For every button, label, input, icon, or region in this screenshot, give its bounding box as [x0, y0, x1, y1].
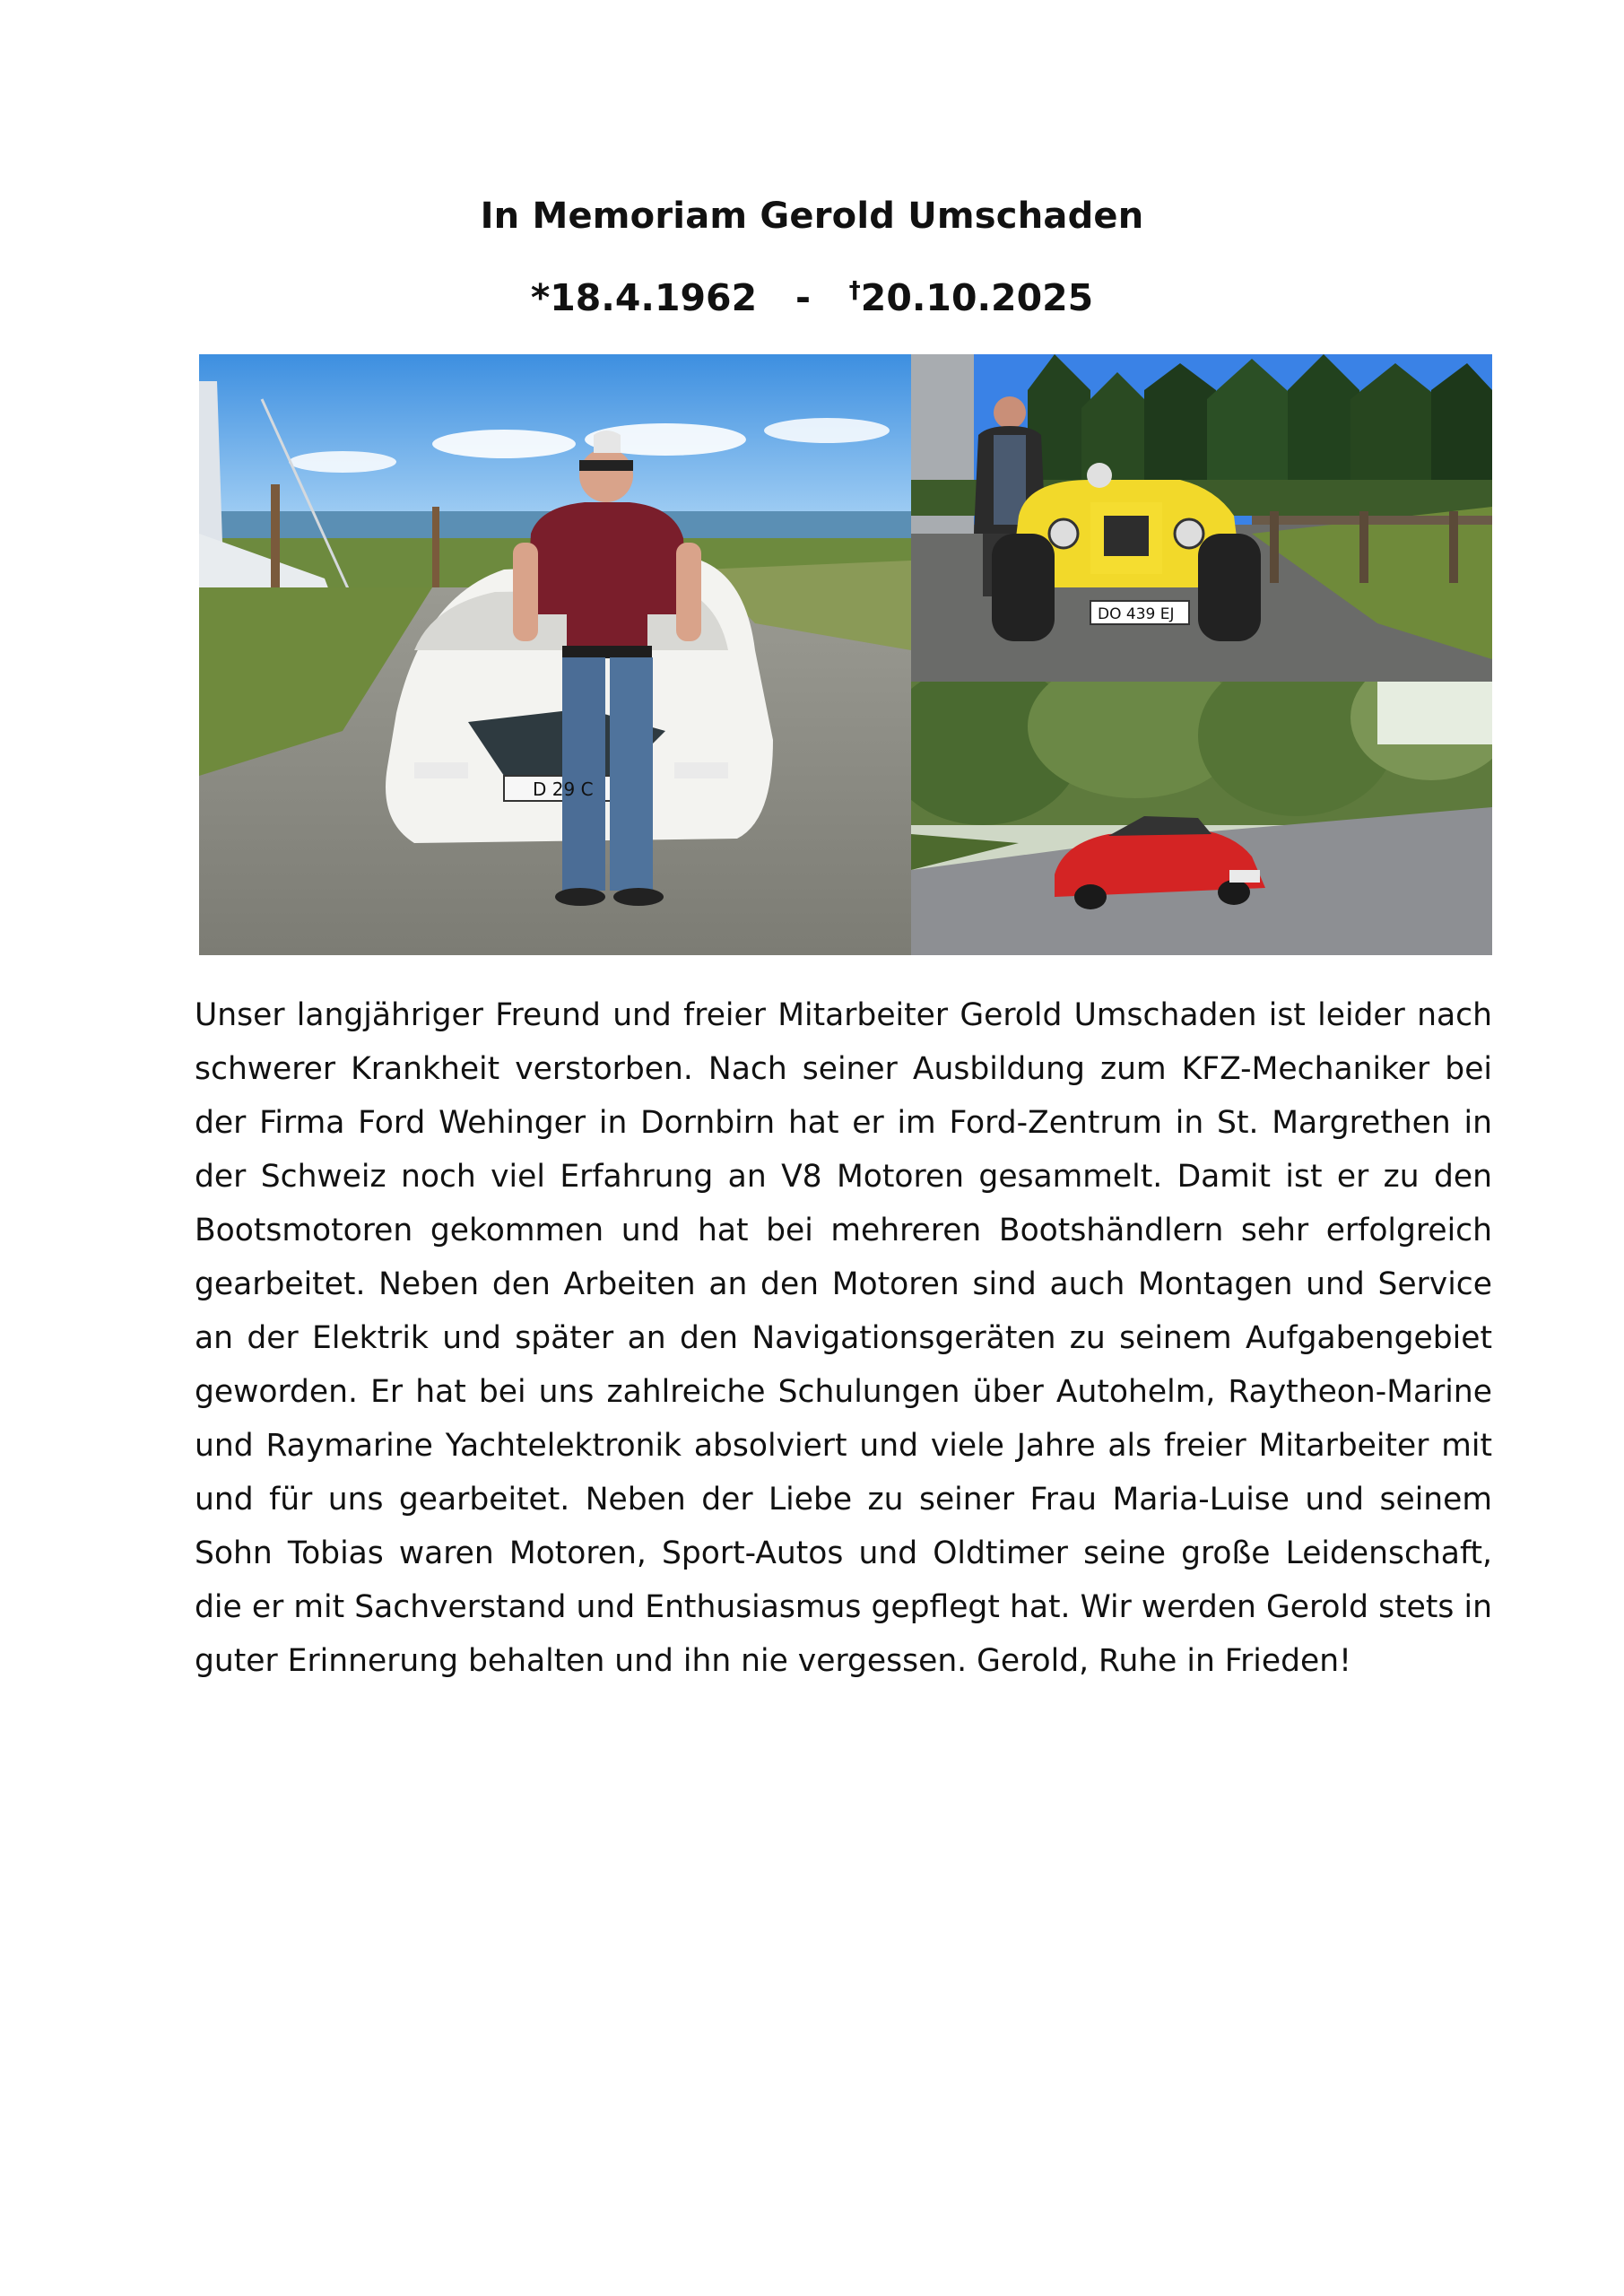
photo-red-convertible	[911, 682, 1492, 955]
life-dates	[0, 276, 1624, 319]
cross-symbol: †	[848, 277, 861, 304]
photo-man-yellow-roadster	[911, 354, 1492, 682]
death-date: 20.10.2025	[860, 276, 1094, 319]
plate-text-1: D 29 C	[533, 778, 594, 800]
plate-text-2: DO 439 EJ	[1098, 605, 1175, 623]
memorial-text: Unser langjähriger Freund und freier Mitarbeiter Gerold Umschaden ist leider nach schwerer Krankheit verstorben. Nach seiner Ausbildung zum KFZ-Mechaniker bei der Firma Ford Wehinger in Dornbirn hat er im Ford-Zentrum in St. Margrethen in der Schweiz noch viel Erfahrung an V8 Motoren gesammelt. Damit ist er zu den Bootsmotoren gekommen und hat bei mehreren Bootshändlern sehr erfolgreich gearbeitet. Neben den Arbeiten an den Motoren sind auch Montagen und Service an der Elektrik und später an den Navigationsgeräten zu seinem Aufgabengebiet geworden. Er hat bei uns zahlreiche Schulungen über Autohelm, Raytheon-Marine und Raymarine Yachtelektronik absolviert und viele Jahre als freier Mitarbeiter mit und für uns gearbeitet. Neben der Liebe zu seiner Frau Maria-Luise und seinem Sohn Tobias waren Motoren, Sport-Autos und Oldtimer seine große Leidenschaft, die er mit Sachverstand und Enthusiasmus gepflegt hat. Wir werden Gerold stets in guter Erinnerung behalten und ihn nie vergessen. Gerold, Ruhe in Frieden!	[195, 997, 1492, 1679]
page-title: In Memoriam Gerold Umschaden	[480, 196, 1144, 237]
photo-man-white-sports-car	[199, 354, 911, 955]
date-separator: -	[795, 276, 811, 319]
birth-date: *18.4.1962	[530, 276, 758, 319]
